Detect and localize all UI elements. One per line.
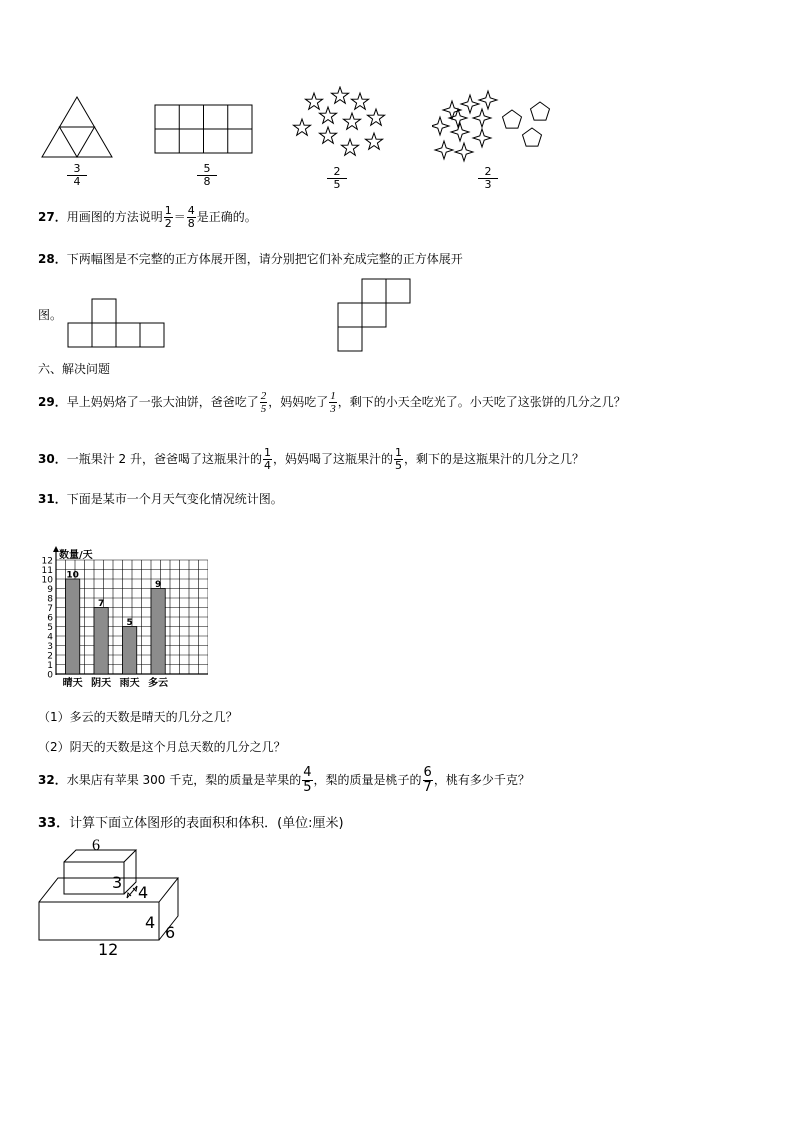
question-27: 27．用画图的方法说明 $\frac{1}{2}$ ＝ $\frac{4}{8}$ 是正确的。 <box>38 204 257 230</box>
y-tick-label: 12 <box>41 556 53 567</box>
cube-net-2 <box>336 277 414 355</box>
y-tick-label: 0 <box>47 670 53 681</box>
fraction: $\frac{1}{2}$ <box>164 204 172 230</box>
question-31: 31．下面是某市一个月天气变化情况统计图。 <box>38 492 283 506</box>
fraction-label-2-3: 2 3 <box>478 166 498 191</box>
weather-bar-chart <box>36 522 208 694</box>
stars-figure <box>288 86 388 164</box>
question-28: 28．下两幅图是不完整的正方体展开图，请分别把它们补充成完整的正方体展开 <box>38 252 463 266</box>
y-tick-label: 2 <box>47 651 53 662</box>
fraction: $\frac{4}{8}$ <box>187 204 195 230</box>
y-axis-label: 数量/天 <box>59 550 93 561</box>
question-28-tail: 图。 <box>38 308 63 322</box>
category-label: 多云 <box>148 678 169 689</box>
data-label: 10 <box>66 570 79 581</box>
bar <box>123 627 137 675</box>
question-number: 33． <box>38 816 70 831</box>
question-number: 31． <box>38 492 67 506</box>
category-label: 晴天 <box>62 678 83 689</box>
y-tick-label: 1 <box>47 661 53 671</box>
section-heading: 六、解决问题 <box>38 362 111 376</box>
question-number: 29． <box>38 395 67 409</box>
fraction-label-2-5: 2 5 <box>327 166 347 191</box>
fraction: $\frac{6}{7}$ <box>423 765 432 795</box>
data-label: 9 <box>154 580 162 590</box>
question-number: 32． <box>38 773 67 787</box>
y-tick-label: 9 <box>47 585 53 595</box>
bar <box>151 589 165 675</box>
dim-top-length: 6 <box>92 837 100 854</box>
dim-base-length: 12 <box>98 940 119 959</box>
y-tick-label: 11 <box>41 566 53 576</box>
dim-base-height: 4 <box>145 913 156 932</box>
cube-net-1 <box>66 298 168 350</box>
question-number: 28． <box>38 252 67 266</box>
question-31-sub2: （2）阴天的天数是这个月总天数的几分之几？ <box>38 740 286 754</box>
stars-pentagons-figure <box>432 88 562 164</box>
y-tick-label: 8 <box>47 594 53 605</box>
fraction-label-3-4: 3 4 <box>67 163 87 188</box>
fraction: $\frac{1}{4}$ <box>263 446 271 472</box>
y-tick-label: 3 <box>47 642 53 652</box>
dim-top-width: 4 <box>138 883 149 902</box>
bar <box>66 579 80 674</box>
y-tick-label: 6 <box>47 613 53 624</box>
fraction: $\frac{1}{3}$ <box>330 390 336 415</box>
category-label: 雨天 <box>119 678 140 689</box>
y-tick-label: 7 <box>47 604 53 614</box>
question-number: 30． <box>38 452 67 466</box>
dim-base-width: 6 <box>165 923 176 942</box>
y-tick-label: 4 <box>47 632 53 643</box>
question-32: 32．水果店有苹果 300 千克，梨的质量是苹果的 $\frac{4}{5}$ ，梨的质量是桃子的 $\frac{6}{7}$ ，桃有多少千克？ <box>38 765 530 795</box>
y-tick-label: 10 <box>41 575 53 586</box>
data-label: 7 <box>97 599 105 609</box>
category-label: 阴天 <box>91 678 112 689</box>
question-number: 27． <box>38 210 67 224</box>
dim-top-height: 3 <box>112 873 123 892</box>
fraction: $\frac{1}{5}$ <box>394 446 402 472</box>
bar <box>94 608 108 675</box>
fraction: $\frac{4}{5}$ <box>303 765 312 795</box>
question-29: 29．早上妈妈烙了一张大油饼，爸爸吃了 $\frac{2}{5}$ ，妈妈吃了 $\frac{1}{3}$ ，剩下的小天全吃光了。小天吃了这张饼的几分之几？ <box>38 390 626 415</box>
data-label: 5 <box>126 618 133 628</box>
y-tick-label: 5 <box>47 623 53 633</box>
stacked-cuboid-figure <box>34 834 194 960</box>
fraction: $\frac{2}{5}$ <box>260 390 267 415</box>
grid-rectangle-figure <box>154 104 254 154</box>
fraction-label-5-8: 5 8 <box>197 163 217 188</box>
triangle-figure <box>40 95 114 159</box>
question-30: 30．一瓶果汁 2 升，爸爸喝了这瓶果汁的 $\frac{1}{4}$ ，妈妈喝了这瓶果汁的 $\frac{1}{5}$ ，剩下的是这瓶果汁的几分之几？ <box>38 446 584 472</box>
question-33: 33．计算下面立体图形的表面积和体积．(单位:厘米) <box>38 816 344 831</box>
question-31-sub1: （1）多云的天数是晴天的几分之几？ <box>38 710 238 724</box>
